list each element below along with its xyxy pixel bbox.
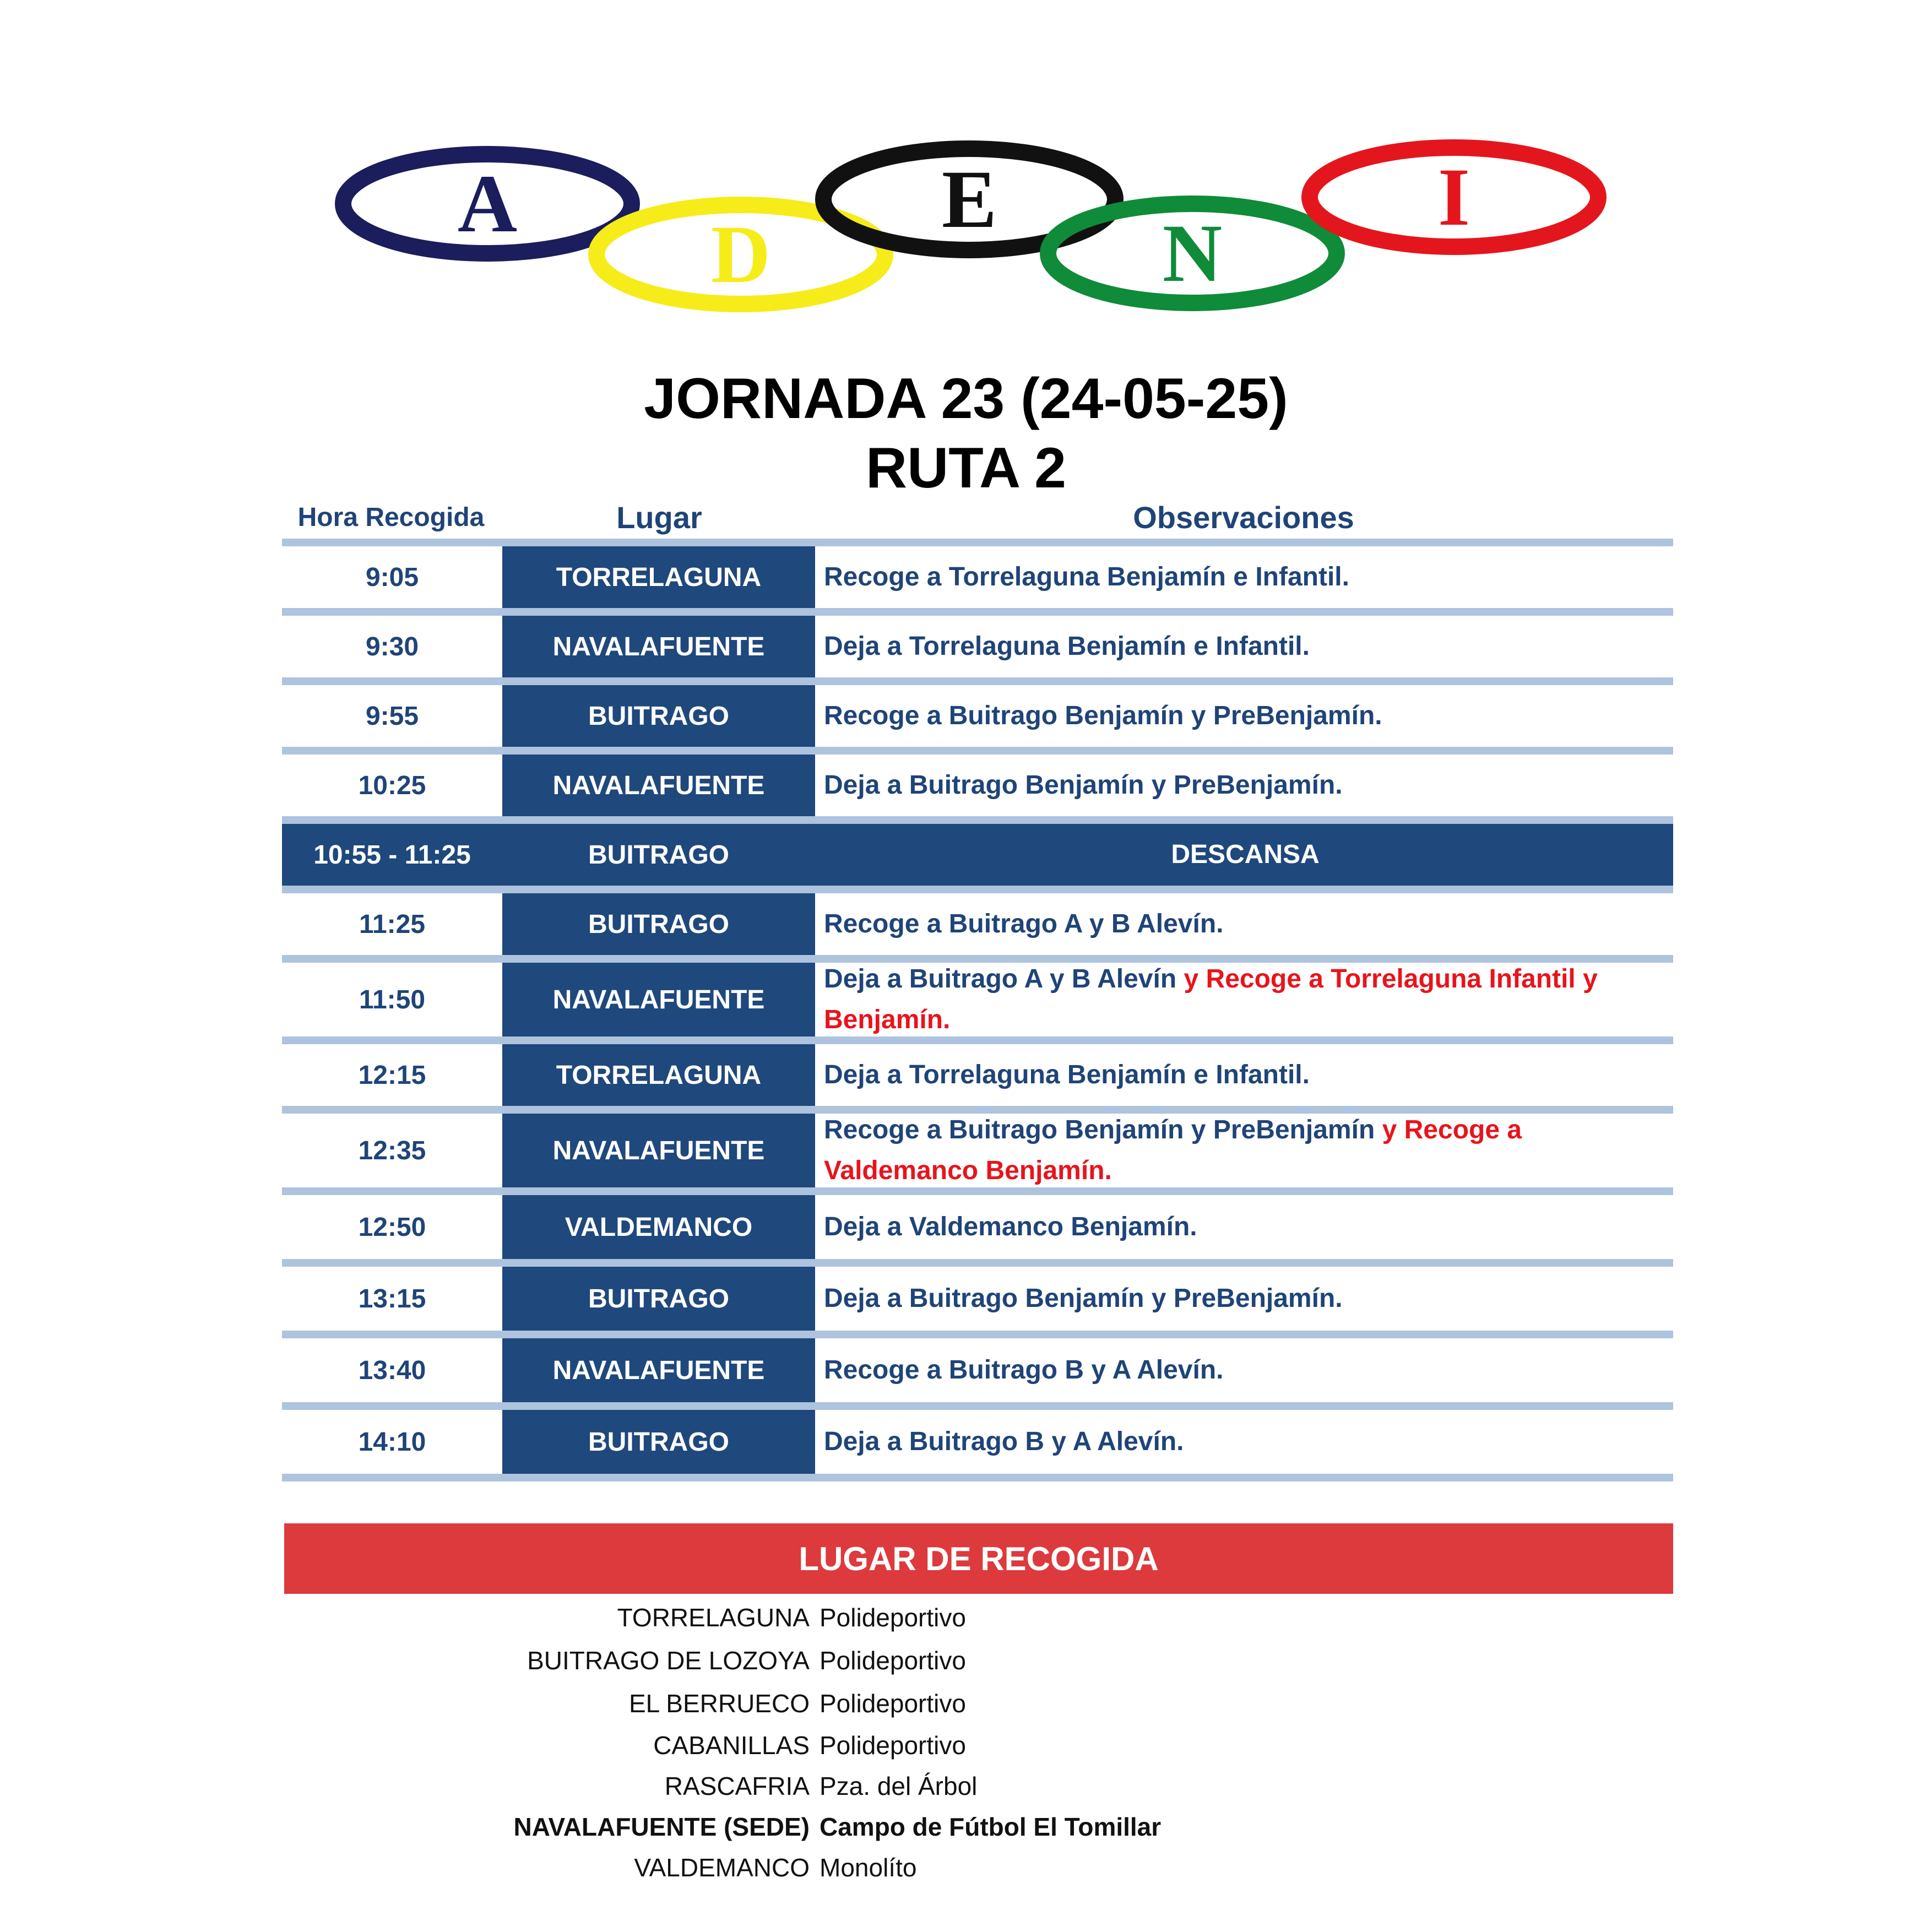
table-row [282, 1195, 1673, 1259]
location-place: Polideportivo [820, 1646, 966, 1675]
page-subtitle: RUTA 2 [866, 436, 1066, 500]
row-time: 9:05 [365, 562, 419, 592]
row-observation [817, 1338, 1673, 1402]
observation-text: Deja a Buitrago A y B Alevín [824, 964, 1177, 994]
row-time: 11:25 [359, 909, 426, 939]
location-name: EL BERRUECO [628, 1689, 810, 1718]
table-row [282, 893, 1673, 955]
row-observation [817, 685, 1673, 747]
row-time: 9:55 [365, 701, 419, 731]
row-place: NAVALAFUENTE [502, 755, 815, 816]
row-separator [282, 1331, 1673, 1338]
observation-highlight: y Recoge a Torrelaguna Infantil y Benjamín. [824, 964, 1598, 1034]
location-row [0, 1725, 1932, 1766]
row-observation [817, 963, 1673, 1036]
row-place: VALDEMANCO [502, 1195, 815, 1259]
row-place: NAVALAFUENTE [502, 1338, 815, 1402]
row-separator [282, 1474, 1673, 1481]
row-observation [817, 1044, 1673, 1106]
observation-text: Deja a Valdemanco Benjamín. [824, 1212, 1197, 1241]
logo-letter-n: N [1162, 208, 1223, 299]
row-separator [282, 1402, 1673, 1410]
logo-letter-i: I [1437, 151, 1470, 243]
observation-highlight: y Recoge a Valdemanco Benjamín. [824, 1115, 1522, 1185]
location-row [0, 1806, 1932, 1847]
adeni-logo [330, 138, 1630, 325]
row-separator [282, 886, 1673, 893]
row-observation [817, 616, 1673, 677]
location-name: NAVALAFUENTE (SEDE) [513, 1812, 810, 1841]
observation-text: DESCANSA [1171, 840, 1320, 869]
row-time: 9:30 [365, 632, 419, 661]
observation-line [824, 959, 1629, 1040]
column-header-observaciones: Observaciones [1133, 500, 1354, 535]
row-time: 11:50 [359, 985, 426, 1014]
row-observation [817, 1410, 1673, 1474]
table-row [282, 1410, 1673, 1474]
location-name: BUITRAGO DE LOZOYA [527, 1646, 810, 1675]
table-row [282, 616, 1673, 677]
column-header-lugar: Lugar [616, 500, 702, 535]
row-time: 12:15 [358, 1060, 426, 1090]
location-row [0, 1597, 1932, 1638]
observation-text: Recoge a Torrelaguna Benjamín e Infantil. [824, 562, 1349, 591]
row-place: NAVALAFUENTE [502, 616, 815, 677]
table-row [282, 755, 1673, 816]
row-observation [817, 755, 1673, 816]
observation-text: Recoge a Buitrago Benjamín y PreBenjamín [824, 1115, 1375, 1144]
table-row [282, 685, 1673, 747]
observation-text: Deja a Torrelaguna Benjamín e Infantil. [824, 632, 1310, 661]
observation-text: Recoge a Buitrago Benjamín y PreBenjamín. [824, 701, 1382, 730]
location-name: CABANILLAS [653, 1731, 810, 1760]
row-place: NAVALAFUENTE [502, 963, 815, 1036]
recogida-banner: LUGAR DE RECOGIDA [284, 1523, 1673, 1594]
row-time: 13:15 [358, 1284, 426, 1314]
location-name: RASCAFRIA [664, 1772, 810, 1800]
location-row [0, 1847, 1932, 1888]
table-row [282, 546, 1673, 608]
row-place: BUITRAGO [502, 1410, 815, 1474]
location-place: Polideportivo [820, 1731, 966, 1760]
row-time: 13:40 [358, 1355, 426, 1385]
table-row [282, 963, 1673, 1036]
schedule-table [282, 539, 1673, 1481]
row-time: 10:25 [358, 770, 426, 800]
observation-text: Deja a Buitrago Benjamín y PreBenjamín. [824, 1284, 1343, 1313]
row-separator [282, 816, 1673, 824]
observation-text: Deja a Buitrago Benjamín y PreBenjamín. [824, 770, 1343, 800]
row-place: TORRELAGUNA [502, 1044, 815, 1106]
row-observation [817, 893, 1673, 955]
row-separator [282, 747, 1673, 755]
observation-text: Deja a Torrelaguna Benjamín e Infantil. [824, 1060, 1310, 1089]
row-time: 12:35 [358, 1136, 426, 1165]
row-observation [817, 1195, 1673, 1259]
location-name: VALDEMANCO [634, 1853, 810, 1882]
row-place: BUITRAGO [502, 893, 815, 955]
location-row [0, 1683, 1932, 1724]
row-place: TORRELAGUNA [502, 546, 815, 608]
page-title: JORNADA 23 (24-05-25) [644, 367, 1288, 431]
column-header-hora: Hora Recogida [297, 503, 485, 532]
location-name: TORRELAGUNA [617, 1603, 810, 1632]
location-row [0, 1640, 1932, 1681]
row-observation [817, 546, 1673, 608]
observation-text: Recoge a Buitrago A y B Alevín. [824, 909, 1224, 938]
row-time: 14:10 [358, 1427, 426, 1457]
row-separator [282, 677, 1673, 685]
row-time: 12:50 [358, 1212, 426, 1242]
row-place: BUITRAGO [502, 685, 815, 747]
location-place: Polideportivo [820, 1603, 966, 1632]
row-separator [282, 539, 1673, 546]
location-place: Pza. del Árbol [820, 1772, 978, 1800]
row-observation [817, 824, 1673, 886]
observation-line [824, 1110, 1629, 1191]
table-row [282, 1114, 1673, 1187]
row-separator [282, 1259, 1673, 1267]
row-observation [817, 1267, 1673, 1331]
row-observation [817, 1114, 1673, 1187]
logo-letter-e: E [941, 154, 997, 245]
location-place: Polideportivo [820, 1689, 966, 1718]
row-place: NAVALAFUENTE [502, 1114, 815, 1187]
observation-text: Recoge a Buitrago B y A Alevín. [824, 1355, 1224, 1385]
rest-row [282, 824, 1673, 886]
observation-text: Deja a Buitrago B y A Alevín. [824, 1427, 1184, 1456]
row-place: BUITRAGO [502, 1267, 815, 1331]
row-time: 10:55 - 11:25 [313, 840, 471, 870]
location-place: Campo de Fútbol El Tomillar [820, 1812, 1162, 1841]
table-row [282, 1044, 1673, 1106]
logo-letter-a: A [457, 158, 518, 249]
logo-letter-d: D [710, 209, 771, 300]
location-row [0, 1766, 1932, 1806]
row-separator [282, 608, 1673, 616]
row-place: BUITRAGO [502, 824, 815, 886]
table-row [282, 1338, 1673, 1402]
table-row [282, 1267, 1673, 1331]
location-place: Monolíto [820, 1853, 917, 1882]
